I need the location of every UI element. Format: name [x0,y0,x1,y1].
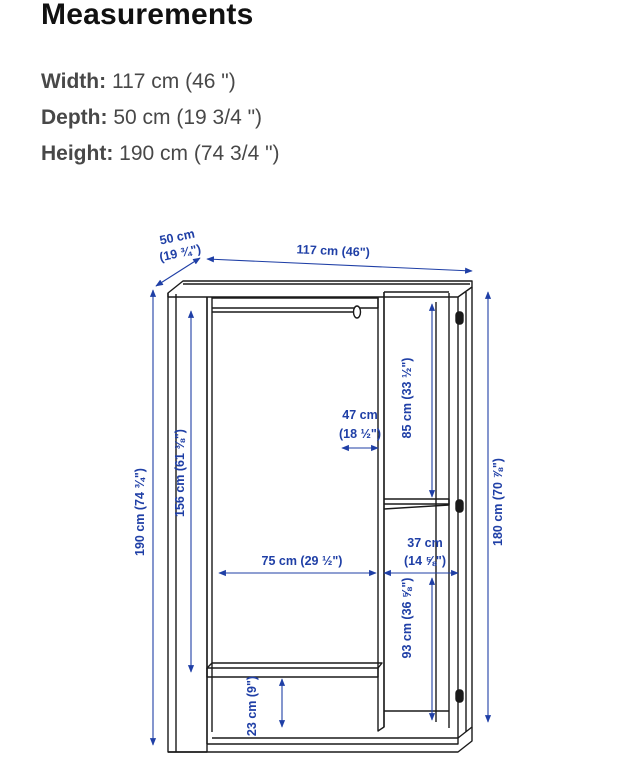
label-depth-cm: 50 cm [158,226,196,248]
spec-height [41,136,280,172]
hanging-rail [212,298,378,308]
label-depth-in: (19 ¾") [158,241,203,265]
page-title: Measurements [41,0,254,31]
label-height-total: 190 cm (74 ¾") [133,468,147,556]
label-lower-shelf-space: 93 cm (36 ⅝") [400,577,414,659]
label-left-width: 75 cm (29 ½") [261,554,343,568]
spec-depth [41,100,280,136]
label-height-door: 180 cm (70 ⅞") [491,458,505,546]
label-upper-shelf-space: 85 cm (33 ½") [400,357,414,439]
measurement-specs [41,64,280,172]
spec-height-value: 190 cm (74 3/4 ") [119,142,280,165]
label-bottom-space: 23 cm (9") [245,675,259,737]
spec-width [41,64,280,100]
wardrobe-dimension-diagram [0,215,640,776]
bottom-shelf [207,663,382,668]
plinth [168,727,472,752]
spec-depth-value: 50 cm (19 3/4 ") [113,106,263,129]
wardrobe-drawing [168,281,472,752]
label-compartment-depth-in: (18 ½") [338,427,382,441]
spec-depth-label: Depth: [41,106,108,129]
dimension-lines [153,258,488,745]
label-width: 117 cm (46") [296,242,371,260]
spec-width-label: Width: [41,70,107,93]
label-height-inner: 156 cm (61 ⅜") [173,429,187,517]
label-right-width-cm: 37 cm [407,536,443,550]
spec-height-label: Height: [41,142,114,165]
left-side-panel [168,293,207,752]
label-compartment-depth-cm: 47 cm [342,408,378,422]
spec-width-value: 117 cm (46 ") [111,70,236,93]
label-right-width-in: (14 ⅝") [403,554,447,568]
